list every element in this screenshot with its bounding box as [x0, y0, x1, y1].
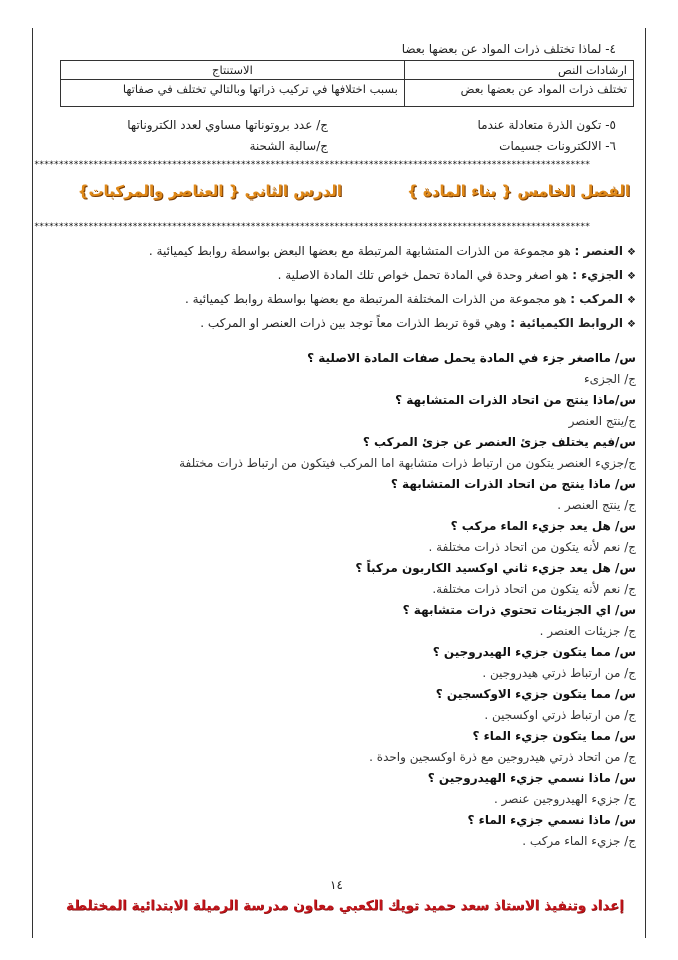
answer: ج/ نعم لأنه يتكون من اتحاد ذرات مختلفة.	[432, 582, 636, 596]
guide-table	[60, 60, 634, 107]
question: س/ هل يعد جزيء الماء مركب ؟	[450, 519, 636, 533]
definition-item	[149, 264, 636, 288]
table-header-conclusion: الاستنتاج	[61, 61, 405, 80]
question: س/ مااصغر جزء في المادة يحمل صفات المادة الاصلية ؟	[307, 351, 636, 365]
definition-item	[149, 288, 636, 312]
star-divider-2: *****************************************************************************************************************	[34, 222, 590, 232]
question: س/ماذا ينتج من اتحاد الذرات المتشابهة ؟	[395, 393, 636, 407]
question-5: ٥- تكون الذرة متعادلة عندما	[477, 118, 616, 132]
table-row	[61, 80, 634, 107]
footer-credit: إعداد وتنفيذ الاستاذ سعد حميد تويك الكعبي معاون مدرسة الرميلة الابتدائية المختلطة	[66, 898, 624, 914]
answer: ج/ من اتحاد ذرتي هيدروجين مع ذرة اوكسجين واحدة .	[369, 750, 636, 764]
question: س/ ماذا نسمي جزيء الماء ؟	[467, 813, 636, 827]
diamond-bullet-icon: ❖	[627, 247, 636, 258]
definition-term: المركب :	[570, 292, 624, 306]
table-header-row	[61, 61, 634, 80]
definition-text: هو مجموعة من الذرات المتشابهة المرتبطة مع بعضها البعض بواسطة روابط كيميائية .	[148, 244, 575, 258]
answer: ج/ ينتج العنصر .	[557, 498, 636, 512]
question: س/ مما يتكون جزيء الاوكسجين ؟	[435, 687, 636, 701]
definition-text: هو مجموعة من الذرات المختلفة المرتبطة مع بعضها بواسطة روابط كيميائية .	[185, 292, 571, 306]
question: س/فيم يختلف جزئ العنصر عن جزئ المركب ؟	[362, 435, 636, 449]
qa-list	[46, 348, 636, 852]
definitions-list	[149, 240, 636, 336]
definition-item	[149, 312, 636, 336]
question: س/ هل يعد جزيء ثاني اوكسيد الكاربون مركباً ؟	[355, 561, 636, 575]
answer-6: ج/سالبة الشحنة	[249, 139, 328, 153]
table-cell-guide: تختلف ذرات المواد عن بعضها بعض	[404, 80, 633, 107]
question: س/ مما يتكون جزيء الهيدروجين ؟	[432, 645, 636, 659]
answer: ج/ نعم لأنه يتكون من اتحاد ذرات مختلفة .	[428, 540, 636, 554]
diamond-bullet-icon: ❖	[627, 271, 636, 282]
diamond-bullet-icon: ❖	[627, 295, 636, 306]
answer: ج/جزيء العنصر يتكون من ارتباط ذرات متشابهة اما المركب فيتكون من ارتباط ذرات مختلفة	[179, 456, 636, 470]
answer: ج/ينتج العنصر	[568, 414, 636, 428]
answer: ج/ من ارتباط ذرتي هيدروجين .	[482, 666, 636, 680]
table-header-text-guides: ارشادات النص	[404, 61, 633, 80]
definition-term: العنصر :	[574, 244, 624, 258]
lesson-title: الدرس الثاني { العناصر والمركبات}	[77, 182, 342, 200]
page-number: ١٤	[330, 878, 343, 892]
table-cell-conclusion: بسبب اختلافها في تركيب ذراتها وبالتالي تختلف في صفاتها	[61, 80, 405, 107]
answer: ج/ جزيئات العنصر .	[539, 624, 636, 638]
question: س/ اي الجزيئات تحتوي ذرات متشابهة ؟	[402, 603, 636, 617]
diamond-bullet-icon: ❖	[627, 319, 636, 330]
answer: ج/ الجزىء	[584, 372, 636, 386]
star-divider-1: *****************************************************************************************************************	[34, 160, 590, 170]
definition-term: الجزيء :	[572, 268, 624, 282]
answer-5: ج/ عدد بروتوناتها مساوي لعدد الكتروناتها	[127, 118, 328, 132]
chapter-title: الفصل الخامس { بناء المادة }	[407, 182, 630, 200]
answer: ج/ جزيء الماء مركب .	[522, 834, 636, 848]
answer: ج/ من ارتباط ذرتي اوكسجين .	[484, 708, 636, 722]
definition-text: وهي قوة تربط الذرات معاً توجد بين ذرات العنصر او المركب .	[200, 316, 511, 330]
question: س/ ماذا نسمي جزيء الهيدروجين ؟	[427, 771, 636, 785]
question: س/ ماذا ينتج من اتحاد الذرات المتشابهة ؟	[390, 477, 636, 491]
definition-item	[149, 240, 636, 264]
answer: ج/ جزيء الهيدروجين عنصر .	[494, 792, 636, 806]
question-4: ٤- لماذا تختلف ذرات المواد عن بعضها بعضا	[401, 42, 616, 56]
definition-term: الروابط الكيميائية :	[510, 316, 624, 330]
question-6: ٦- الالكترونات جسيمات	[499, 139, 616, 153]
definition-text: هو اصغر وحدة في المادة تحمل خواص تلك المادة الاصلية .	[277, 268, 573, 282]
question: س/ مما يتكون جزيء الماء ؟	[472, 729, 636, 743]
